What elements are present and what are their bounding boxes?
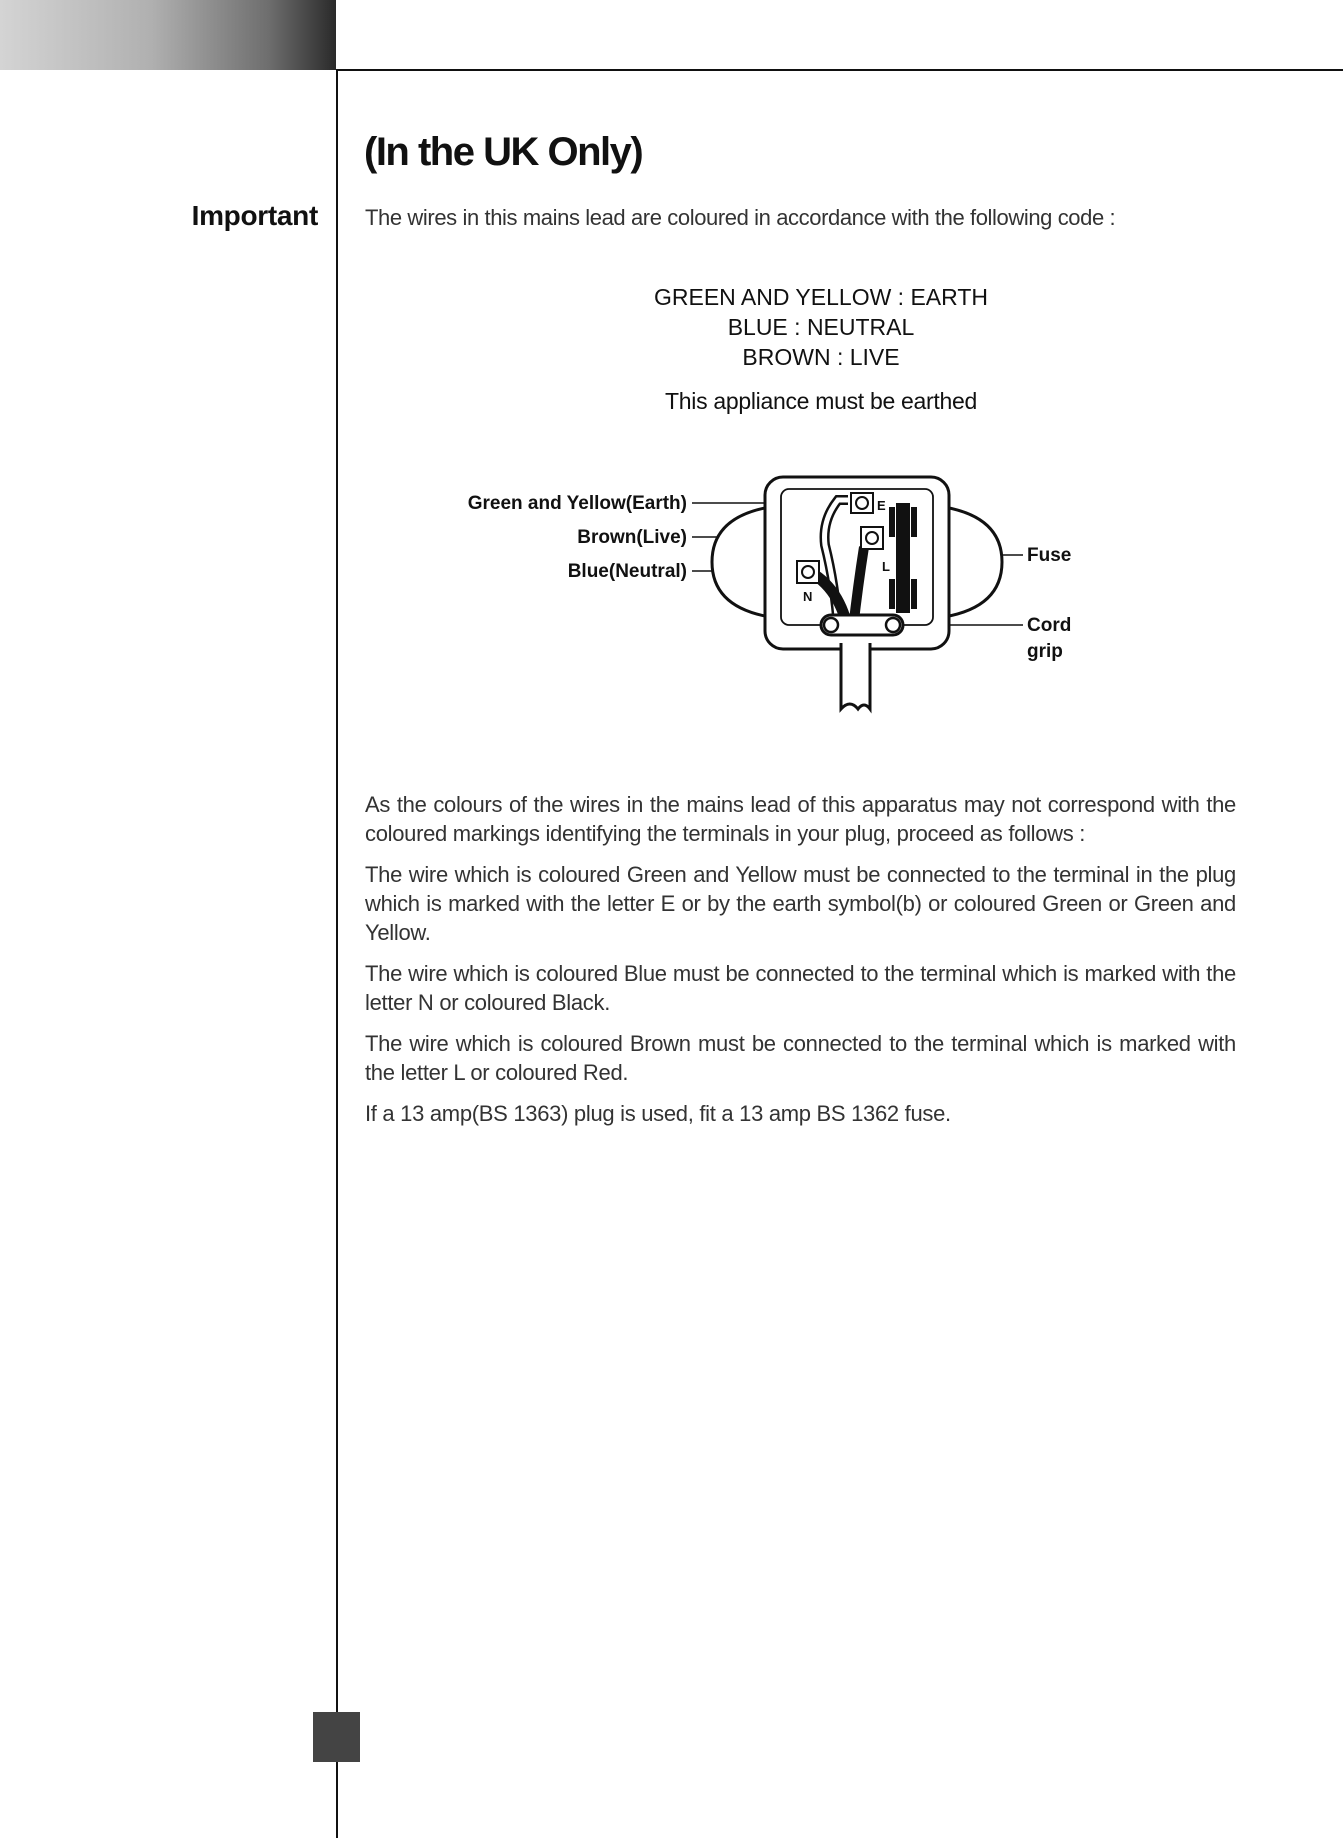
cord-grip [821,615,903,635]
terminal-earth [851,493,873,513]
header-gradient-block [0,0,336,70]
cable-sheath [841,643,870,709]
paragraph-intro: As the colours of the wires in the mains lead of this apparatus may not correspond with the coloured markings identifying the terminals in your plug, proceed as follows : [365,792,1236,846]
earthed-note: This appliance must be earthed [665,388,977,414]
important-label: Important [191,200,318,231]
paragraph-fuse: If a 13 amp(BS 1363) plug is used, fit a 13 amp BS 1362 fuse. [365,1101,951,1126]
label-live: Brown(Live) [577,527,687,548]
page-title: (In the UK Only) [364,130,643,174]
terminal-label-n: N [803,589,813,604]
colour-code-list [365,282,1277,372]
label-fuse: Fuse [1027,545,1072,566]
label-neutral: Blue(Neutral) [567,561,687,582]
header-rule [336,69,1343,71]
intro-text: The wires in this mains lead are coloured in accordance with the following code : [365,205,1116,230]
instructions-body [365,790,1236,1140]
plug-flange-left [712,507,770,617]
colour-code-earth: GREEN AND YELLOW : EARTH [653,284,989,310]
colour-code-neutral: BLUE : NEUTRAL [727,314,915,340]
paragraph-neutral: The wire which is coloured Blue must be connected to the terminal which is marked with the letter N or coloured Black. [365,961,1236,1015]
page-marker [313,1712,360,1762]
colour-code-live: BROWN : LIVE [742,344,900,370]
plug-wiring-diagram [440,465,1100,725]
terminal-label-e: E [877,498,886,513]
terminal-label-l: L [882,559,890,574]
plug-flange-right [944,507,1002,617]
paragraph-live: The wire which is coloured Brown must be connected to the terminal which is marked with the letter L or coloured Red. [365,1031,1236,1085]
paragraph-earth: The wire which is coloured Green and Yellow must be connected to the terminal in the plug which is marked with the letter E or by the earth symbol(b) or coloured Green or Green and Yellow. [365,862,1236,945]
terminal-neutral [797,561,819,583]
label-cord-2: grip [1027,641,1063,662]
terminal-live [861,527,883,549]
margin-rule [336,70,338,1838]
label-cord-1: Cord [1027,615,1072,636]
label-earth: Green and Yellow(Earth) [467,493,687,514]
